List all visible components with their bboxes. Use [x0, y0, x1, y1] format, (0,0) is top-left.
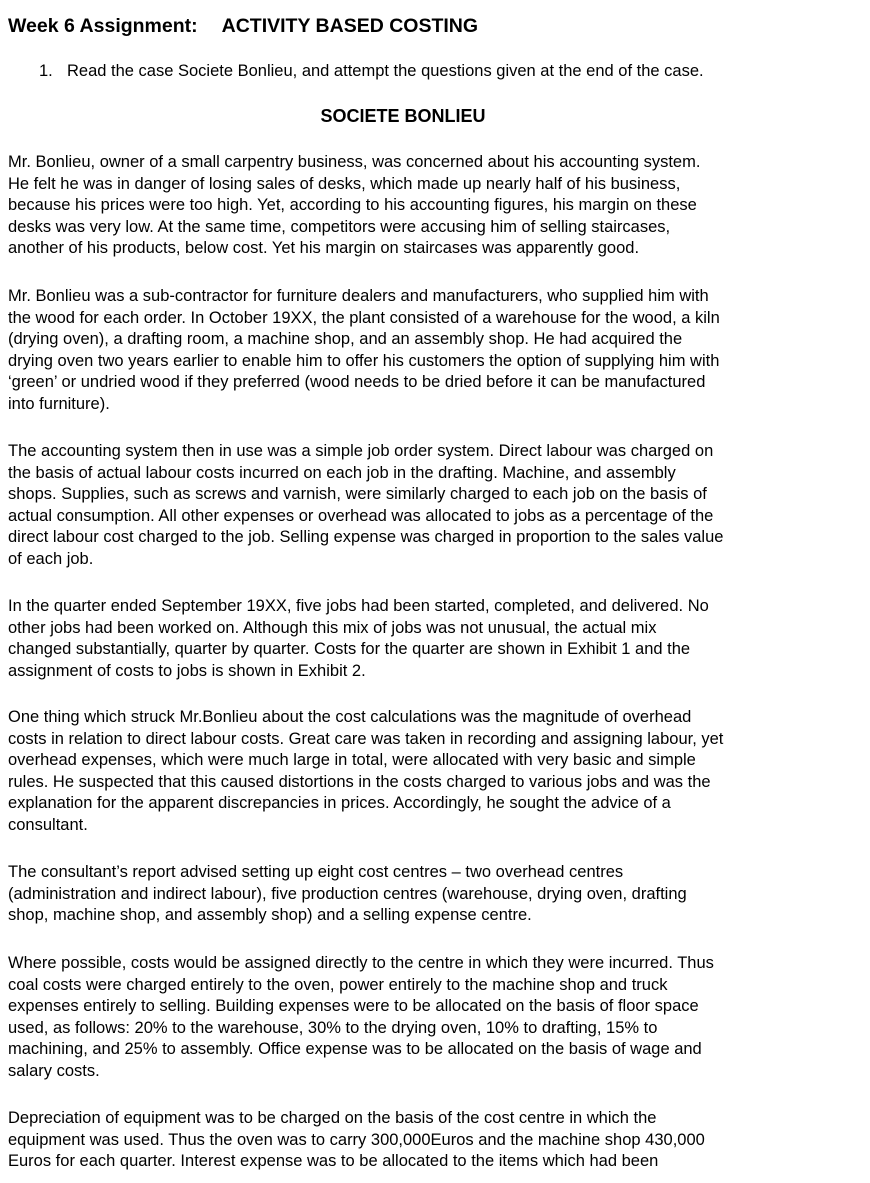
paragraph-line: shops. Supplies, such as screws and varnish, were similarly charged to each job on the basis of [8, 485, 707, 503]
instruction-list-item [39, 60, 704, 82]
list-number: 1. [39, 62, 53, 80]
paragraph-line: another of his products, below cost. Yet his margin on staircases was apparently good. [8, 239, 640, 257]
heading-title: ACTIVITY BASED COSTING [221, 15, 479, 37]
paragraph-line: expenses entirely to selling. Building expenses were to be allocated on the basis of floor space [8, 997, 699, 1015]
heading-prefix: Week 6 Assignment: [8, 15, 198, 37]
paragraph-line: desks was very low. At the same time, competitors were accusing him of selling staircases, [8, 217, 671, 236]
paragraph-line: of each job. [8, 549, 94, 568]
paragraph-line: shop, machine shop, and assembly shop) and a selling expense centre. [8, 906, 532, 924]
page-heading [8, 13, 478, 39]
paragraph-1 [8, 152, 864, 260]
paragraph-line: rules. He suspected that this caused distortions in the costs charged to various jobs and was the [8, 772, 711, 791]
paragraph-2 [8, 286, 864, 415]
paragraph-7 [8, 953, 864, 1082]
paragraph-line: actual consumption. All other expenses or overhead was allocated to jobs as a percentage of the [8, 506, 714, 525]
paragraph-5 [8, 707, 864, 836]
paragraph-line: the wood for each order. In October 19XX, the plant consisted of a warehouse for the wood, a kiln [8, 308, 720, 327]
paragraph-line: machining, and 25% to assembly. Office expense was to be allocated on the basis of wage and [8, 1040, 702, 1058]
paragraph-line: One thing which struck Mr.Bonlieu about the cost calculations was the magnitude of overhead [8, 708, 692, 726]
paragraph-8 [8, 1108, 864, 1173]
paragraph-line: consultant. [8, 815, 88, 834]
paragraph-line: Where possible, costs would be assigned directly to the centre in which they were incurred. Thus [8, 954, 714, 972]
paragraph-line: (drying oven), a drafting room, a machine shop, and an assembly shop. He had acquired the [8, 330, 683, 348]
paragraph-6 [8, 862, 864, 927]
paragraph-line: because his prices were too high. Yet, according to his accounting figures, his margin on these [8, 196, 697, 214]
paragraph-4 [8, 596, 864, 682]
paragraph-line: The accounting system then in use was a simple job order system. Direct labour was charged on [8, 442, 714, 460]
paragraph-line: into furniture). [8, 394, 110, 413]
paragraph-line: (administration and indirect labour), five production centres (warehouse, drying oven, drafting [8, 884, 687, 903]
paragraph-line: other jobs had been worked on. Although this mix of jobs was not unusual, the actual mix [8, 618, 657, 637]
paragraph-line: used, as follows: 20% to the warehouse, 30% to the drying oven, 10% to drafting, 15% to [8, 1018, 658, 1037]
paragraph-line: He felt he was in danger of losing sales of desks, which made up nearly half of his business, [8, 174, 681, 193]
paragraph-line: the basis of actual labour costs incurred on each job in the drafting. Machine, and assembly [8, 463, 676, 482]
paragraph-line: costs in relation to direct labour costs. Great care was taken in recording and assigning labour, yet [8, 729, 724, 748]
paragraph-line: equipment was used. Thus the oven was to carry 300,000Euros and the machine shop 430,000 [8, 1130, 705, 1149]
paragraph-line: Depreciation of equipment was to be charged on the basis of the cost centre in which the [8, 1109, 657, 1127]
paragraph-line: direct labour cost charged to the job. Selling expense was charged in proportion to the sales value [8, 528, 724, 546]
paragraph-line: changed substantially, quarter by quarter. Costs for the quarter are shown in Exhibit 1 and the [8, 640, 691, 658]
paragraph-line: ‘green’ or undried wood if they preferred (wood needs to be dried before it can be manufactured [8, 373, 706, 391]
paragraph-line: assignment of costs to jobs is shown in Exhibit 2. [8, 661, 366, 680]
paragraph-line: In the quarter ended September 19XX, five jobs had been started, completed, and delivered. No [8, 597, 709, 615]
paragraph-line: salary costs. [8, 1061, 100, 1080]
paragraph-line: Euros for each quarter. Interest expense was to be allocated to the items which had been [8, 1152, 659, 1170]
paragraph-line: Mr. Bonlieu was a sub-contractor for furniture dealers and manufacturers, who supplied him with [8, 287, 709, 305]
paragraph-line: explanation for the apparent discrepancies in prices. Accordingly, he sought the advice of a [8, 794, 671, 812]
paragraph-line: drying oven two years earlier to enable him to offer his customers the option of supplying him with [8, 351, 720, 370]
paragraph-line: The consultant’s report advised setting up eight cost centres – two overhead centres [8, 863, 624, 881]
paragraph-line: coal costs were charged entirely to the oven, power entirely to the machine shop and truck [8, 975, 668, 994]
instruction-text: Read the case Societe Bonlieu, and attempt the questions given at the end of the case. [67, 62, 704, 80]
paragraph-line: overhead expenses, which were much large in total, were allocated with very basic and simple [8, 751, 696, 769]
paragraph-3 [8, 441, 864, 570]
paragraph-line: Mr. Bonlieu, owner of a small carpentry business, was concerned about his accounting system. [8, 153, 701, 171]
case-title: SOCIETE BONLIEU [320, 106, 486, 126]
